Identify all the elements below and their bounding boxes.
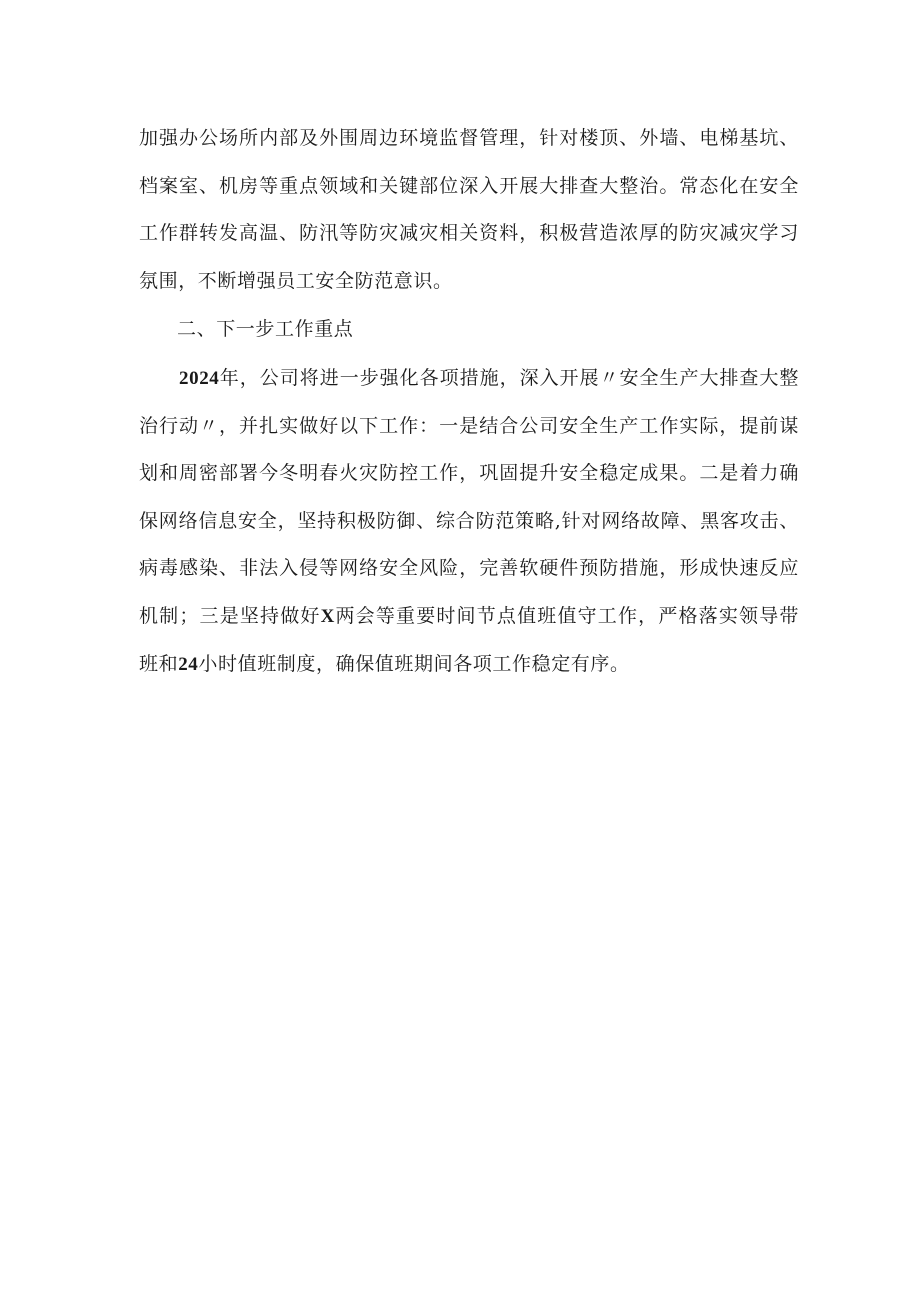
placeholder-x: X [320, 605, 335, 627]
paragraph-text-segment: 小时值班制度，确保值班期间各项工作稳定有序。 [198, 652, 630, 675]
year-number: 2024 [179, 368, 220, 389]
body-paragraph: 加强办公场所内部及外围周边环境监督管理，针对楼顶、外墙、电梯基坑、档案室、机房等重点领域和关键部位深入开展大排查大整治。常态化在安全工作群转发高温、防汛等防灾减灾相关资料，积极营造浓厚的防灾减灾学习氛围，不断增强员工安全防范意识。 [139, 127, 799, 292]
paragraph-text-segment: 年，公司将进一步强化各项措施，深入开展〃安全生产大排查大整治行动〃，并扎实做好以下工作：一是结合公司安全生产工作实际，提前谋划和周密部署今冬明春火灾防控工作，巩固提升安全稳定成果。二是着力确保网络信息安全，坚持积极防御、综合防范策略,针对网络故障、黑客攻击、病毒感染、非法入侵等网络安全风险，完善软硬件预防措施，形成快速反应机制；三是坚持做好 [139, 367, 799, 627]
paragraph-text-segment: 两会等重要时间节点值班值守工作，严格落实领导带班和 [139, 604, 799, 675]
body-paragraph [139, 355, 799, 688]
section-heading: 二、下一步工作重点 [177, 318, 354, 340]
hours-number: 24 [178, 653, 199, 675]
